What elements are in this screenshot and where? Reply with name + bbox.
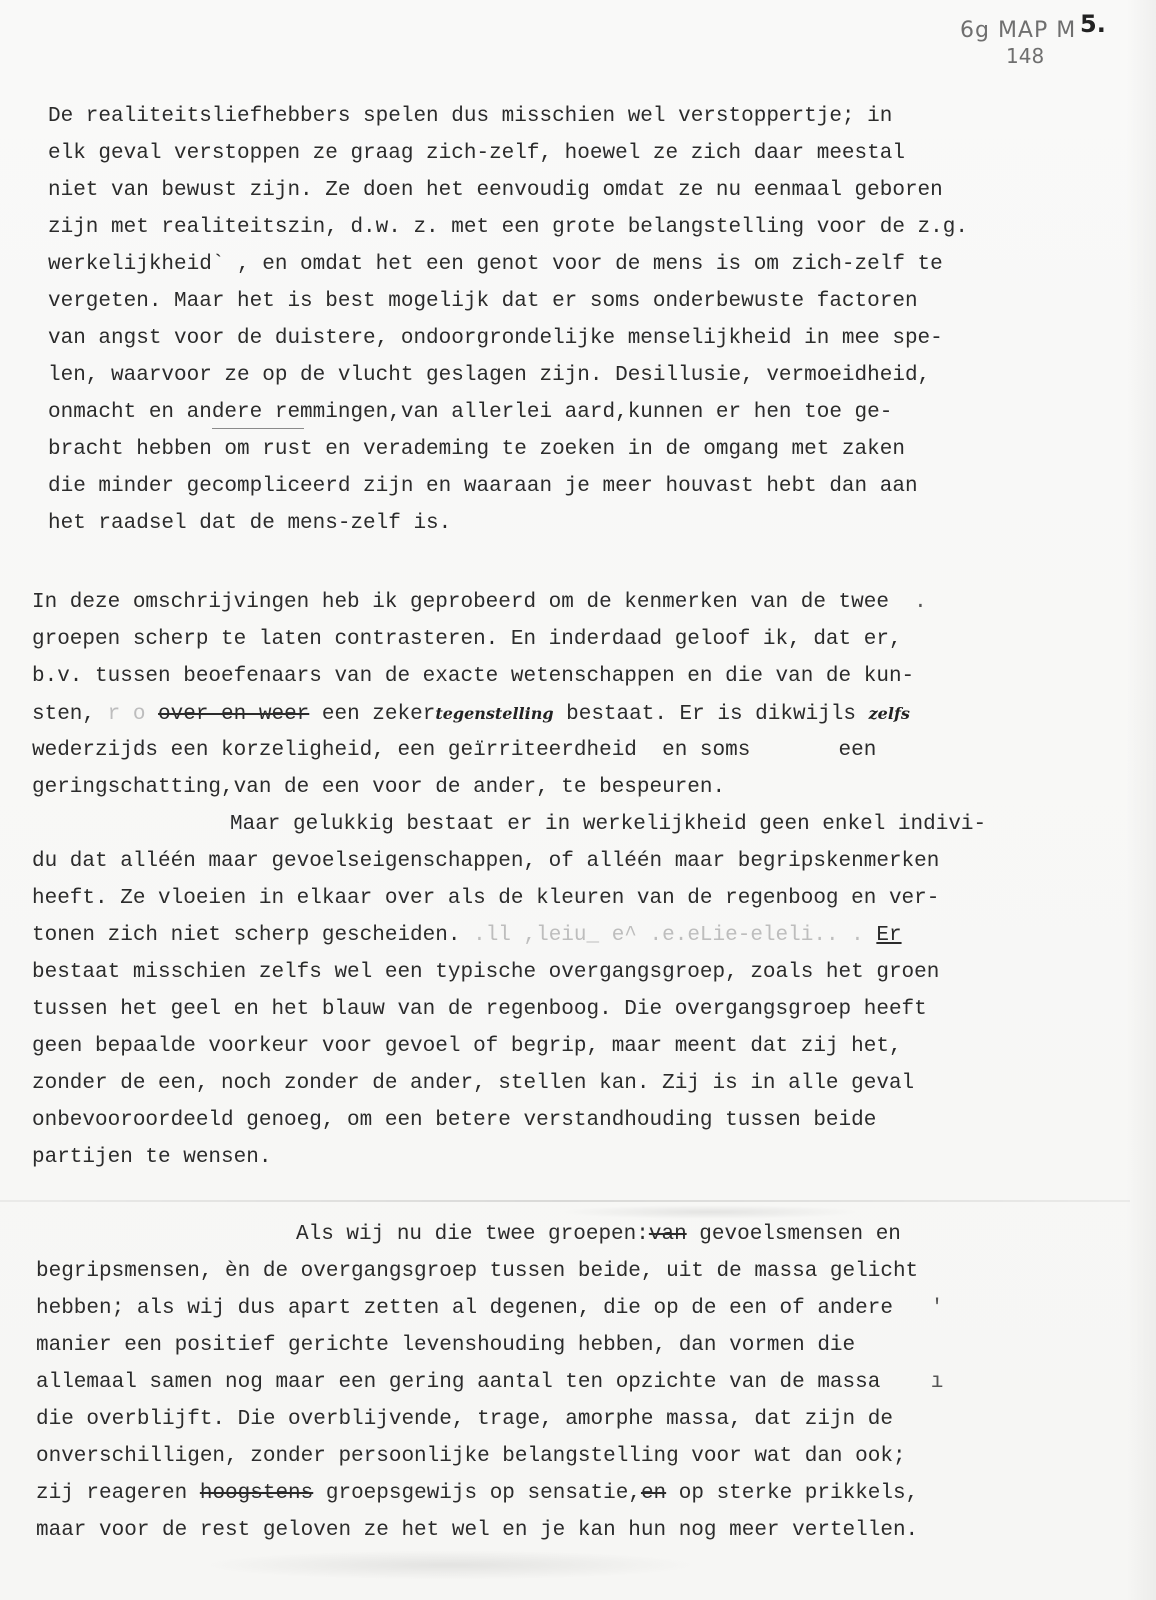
text-line-with-corrections xyxy=(32,701,910,727)
smudge xyxy=(200,1550,700,1580)
margin-mark: ' xyxy=(892,1297,944,1320)
text-line xyxy=(36,1296,943,1322)
text-line: manier een positief gerichte levenshouding hebben, dan vormen die xyxy=(36,1334,856,1357)
text-line: onverschilligen, zonder persoonlijke belangstelling voor wat dan ook; xyxy=(36,1445,906,1468)
text-line: die minder gecompliceerd zijn en waaraan je meer houvast hebt dan aan xyxy=(48,475,918,498)
erased-text: r o xyxy=(107,703,146,726)
text-segment: sten, xyxy=(32,703,96,726)
text-line xyxy=(32,590,927,616)
text-segment: een zeker xyxy=(321,703,436,726)
erased-text: .ll ,leiu_ e^ .e.eLie-eleli.. . xyxy=(460,924,877,947)
handwritten-reference xyxy=(960,18,1076,68)
margin-dot: . xyxy=(888,591,927,614)
text-line: wederzijds een korzeligheid, een geïrriteerdheid en soms een xyxy=(32,739,877,762)
handwritten-insert: zelfs xyxy=(868,704,910,723)
text-line: partijen te wensen. xyxy=(32,1146,272,1169)
text-line: zonder de een, noch zonder de ander, stellen kan. Zij is in alle geval xyxy=(32,1072,915,1095)
text-line: van angst voor de duistere, ondoorgrondelijke menselijkheid in mee spe- xyxy=(48,327,943,350)
text-line: die overblijft. Die overblijvende, trage, amorphe massa, dat zijn de xyxy=(36,1408,893,1431)
text-segment: zij reageren xyxy=(36,1482,188,1505)
text-segment: Als wij nu die twee groepen: xyxy=(296,1223,649,1246)
text-line: len, waarvoor ze op de vlucht geslagen zijn. Desillusie, vermoeidheid, xyxy=(48,364,931,387)
text-line: geringschatting,van de een voor de ander, te bespeuren. xyxy=(32,776,726,799)
text-line xyxy=(32,923,902,949)
text-segment: hebben; als wij dus apart zetten al degenen, die op de een of andere xyxy=(36,1297,893,1320)
text-line-with-corrections xyxy=(296,1222,901,1248)
struck-text: en xyxy=(640,1482,667,1505)
text-line: onmacht en andere remmingen,van allerlei aard,kunnen er hen toe ge- xyxy=(48,401,893,424)
text-segment: op sterke prikkels, xyxy=(678,1482,919,1505)
reference-number: 148 xyxy=(1006,44,1045,68)
text-line: elk geval verstoppen ze graag zich-zelf, hoewel ze zich daar meestal xyxy=(48,142,905,165)
text-line: werkelijkheid` , en omdat het een genot voor de mens is om zich-zelf te xyxy=(48,253,943,276)
text-line: geen bepaalde voorkeur voor gevoel of begrip, maar meent dat zij het, xyxy=(32,1035,902,1058)
text-line: De realiteitsliefhebbers spelen dus misschien wel verstoppertje; in xyxy=(48,105,893,128)
text-segment: allemaal samen nog maar een gering aantal ten opzichte van de massa xyxy=(36,1371,881,1394)
text-line: Maar gelukkig bestaat er in werkelijkheid geen enkel indivi- xyxy=(230,813,987,836)
text-line: onbevooroordeeld genoeg, om een betere verstandhouding tussen beide xyxy=(32,1109,877,1132)
text-line: heeft. Ze vloeien in elkaar over als de kleuren van de regenboog en ver- xyxy=(32,887,940,910)
handwritten-insert: tegenstelling xyxy=(435,704,554,723)
text-line: b.v. tussen beoefenaars van de exacte wetenschappen en die van de kun- xyxy=(32,665,915,688)
text-segment: gevoelsmensen en xyxy=(699,1223,901,1246)
text-segment: bestaat. Er is dikwijls xyxy=(566,703,856,726)
text-line: zijn met realiteitszin, d.w. z. met een grote belangstelling voor de z.g. xyxy=(48,216,968,239)
margin-mark: ı xyxy=(880,1371,944,1394)
text-line: begripsmensen, èn de overgangsgroep tussen beide, uit de massa gelicht xyxy=(36,1260,919,1283)
text-line: maar voor de rest geloven ze het wel en je kan hun nog meer vertellen. xyxy=(36,1519,919,1542)
struck-text: van xyxy=(648,1223,687,1246)
struck-text: over en weer xyxy=(158,703,310,726)
reference-code: 6g MAP M xyxy=(960,18,1077,43)
page-fold xyxy=(0,1200,1130,1202)
text-line: groepen scherp te laten contrasteren. En inderdaad geloof ik, dat er, xyxy=(32,628,902,651)
page-number: 5. xyxy=(1080,10,1106,38)
text-line: vergeten. Maar het is best mogelijk dat er soms onderbewuste factoren xyxy=(48,290,918,313)
text-line: du dat alléén maar gevoelseigenschappen, of alléén maar begripskenmerken xyxy=(32,850,940,873)
text-line: niet van bewust zijn. Ze doen het eenvoudig omdat ze nu eenmaal geboren xyxy=(48,179,943,202)
text-segment: In deze omschrijvingen heb ik geprobeerd om de kenmerken van de twee xyxy=(32,591,889,614)
text-line-with-corrections xyxy=(36,1481,918,1507)
text-segment: Er xyxy=(876,924,902,947)
text-segment: groepsgewijs op sensatie, xyxy=(325,1482,641,1505)
text-segment: tonen zich niet scherp gescheiden. xyxy=(32,924,461,947)
page-edge-shadow xyxy=(1126,0,1156,1600)
text-line: tussen het geel en het blauw van de regenboog. Die overgangsgroep heeft xyxy=(32,998,927,1021)
struck-text: hoogstens xyxy=(199,1482,314,1505)
text-line: het raadsel dat de mens-zelf is. xyxy=(48,512,452,535)
text-line: bracht hebben om rust en verademing te zoeken in de omgang met zaken xyxy=(48,438,905,461)
smudge xyxy=(560,1205,860,1219)
text-line xyxy=(36,1370,943,1396)
pencil-underline xyxy=(212,428,304,429)
text-line: bestaat misschien zelfs wel een typische overgangsgroep, zoals het groen xyxy=(32,961,940,984)
